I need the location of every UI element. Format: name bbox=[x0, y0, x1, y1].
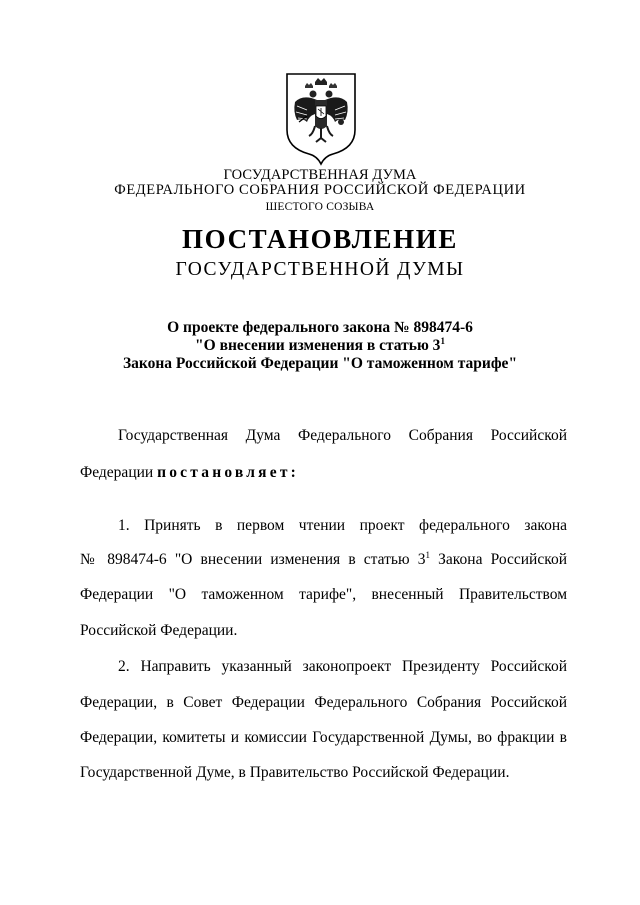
subject-line-1: О проекте федерального закона № 898474-6 bbox=[167, 319, 473, 336]
clause-1-line-3: Федерации "О таможенном тарифе", внесенный Правительством bbox=[80, 586, 567, 603]
subject-line-3: Закона Российской Федерации "О таможенном тарифе" bbox=[122, 355, 518, 372]
clause-1-line-2-text: № 898474-6 "О внесении изменения в статью 3 bbox=[80, 551, 426, 568]
document-type-title: ПОСТАНОВЛЕНИЕ bbox=[182, 224, 458, 254]
clause-2-line-2: Федерации, в Совет Федерации Федерального Собрания Российской bbox=[80, 694, 567, 711]
preamble-line-2 bbox=[80, 464, 567, 482]
clause-1-line-1: 1. Принять в первом чтении проект федерального закона bbox=[118, 517, 567, 534]
clause-2-line-3: Федерации, комитеты и комиссии Государственной Думы, во фракции в bbox=[80, 729, 567, 746]
org-line-1: ГОСУДАРСТВЕННАЯ ДУМА bbox=[223, 167, 417, 183]
clause-1-line-2-tail: Закона Российской bbox=[429, 551, 567, 568]
preamble-line-2-text: Федерации bbox=[80, 464, 158, 481]
document-issuer: ГОСУДАРСТВЕННОЙ ДУМЫ bbox=[175, 259, 465, 280]
org-line-3: ШЕСТОГО СОЗЫВА bbox=[265, 201, 375, 213]
russian-coat-of-arms-icon bbox=[285, 72, 357, 166]
clause-1-superscript: 1 bbox=[425, 550, 430, 560]
subject-line-2-text: "О внесении изменения в статью 3 bbox=[195, 337, 441, 354]
preamble-line-1: Государственная Дума Федерального Собрания Российской bbox=[118, 427, 567, 444]
org-line-2: ФЕДЕРАЛЬНОГО СОБРАНИЯ РОССИЙСКОЙ ФЕДЕРАЦИИ bbox=[114, 182, 526, 198]
subject-line-2 bbox=[0, 337, 640, 355]
preamble-resolves-word: постановляет: bbox=[157, 464, 299, 481]
clause-2-line-1: 2. Направить указанный законопроект Президенту Российской bbox=[118, 658, 567, 675]
clause-2-line-4: Государственной Думе, в Правительство Российской Федерации. bbox=[80, 764, 510, 781]
emblem-graphic bbox=[285, 72, 357, 166]
clause-1-line-2 bbox=[80, 551, 567, 570]
clause-1-line-4: Российской Федерации. bbox=[80, 622, 238, 639]
subject-superscript: 1 bbox=[440, 336, 445, 346]
